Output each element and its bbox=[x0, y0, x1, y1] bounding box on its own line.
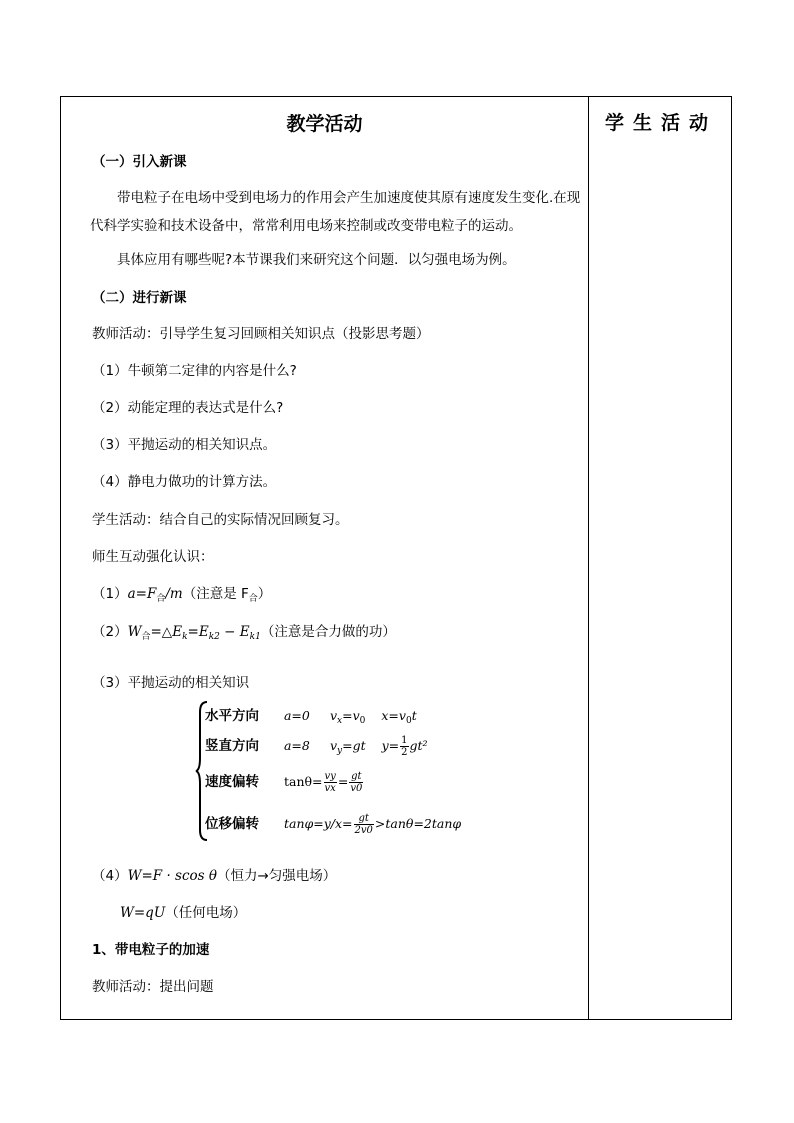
answer-1-note-sub: 合 bbox=[248, 594, 258, 604]
row-horizontal-x: x=v bbox=[381, 708, 406, 723]
answer-2-note: （注意是合力做的功） bbox=[260, 624, 396, 640]
row-vertical-v-sub: y bbox=[337, 746, 343, 756]
answer-4 bbox=[92, 864, 336, 884]
answer-2-k2: k2 bbox=[208, 632, 220, 642]
row-horizontal-v0: 0 bbox=[359, 716, 366, 726]
answer-1 bbox=[92, 582, 271, 604]
question-1: （1）牛顿第二定律的内容是什么? bbox=[92, 363, 297, 379]
answer-2 bbox=[92, 620, 396, 642]
intro-section-title: （一）引入新课 bbox=[92, 154, 187, 170]
answer-2-prefix: （2） bbox=[92, 624, 128, 640]
answer-2-sub: 合 bbox=[141, 632, 151, 642]
teacher-activity: 教师活动：引导学生复习回顾相关知识点（投影思考题） bbox=[92, 326, 430, 342]
row-vertical-y: y= bbox=[381, 738, 400, 753]
row-velocity-f2-den: v0 bbox=[350, 783, 363, 794]
row-velocity-label: 速度偏转 bbox=[205, 774, 259, 790]
row-displacement-fraction bbox=[354, 813, 374, 836]
row-vertical-frac-den: 2 bbox=[401, 747, 408, 758]
answer-2-k: k bbox=[182, 632, 188, 642]
answer-1-note: （注意是 F bbox=[182, 586, 249, 602]
question-3: （3）平抛运动的相关知识点。 bbox=[92, 437, 277, 453]
row-velocity-tan: tanθ= bbox=[283, 774, 323, 789]
row-displacement-f-den: 2v0 bbox=[354, 825, 373, 836]
answer-1-sub: 合 bbox=[156, 594, 166, 604]
acceleration-section-title: 1、带电粒子的加速 bbox=[92, 942, 210, 958]
row-horizontal-label: 水平方向 bbox=[205, 708, 259, 724]
answer-4b-formula: W=qU bbox=[120, 905, 166, 921]
row-velocity-f1-den: vx bbox=[324, 783, 336, 794]
answer-1-prefix: （1） bbox=[92, 586, 128, 602]
answer-4b-note: （任何电场） bbox=[165, 905, 247, 921]
new-section-title: （二）进行新课 bbox=[92, 290, 187, 306]
row-horizontal-x0: 0 bbox=[405, 716, 412, 726]
answer-1-mid: /m bbox=[165, 586, 183, 602]
row-displacement-tan: tanφ=y/x= bbox=[283, 816, 353, 831]
row-displacement-label: 位移偏转 bbox=[205, 816, 259, 832]
teacher-question: 教师活动：提出问题 bbox=[92, 979, 214, 995]
row-vertical-frac-num: 1 bbox=[401, 735, 408, 746]
row-horizontal-a: a=0 bbox=[283, 708, 310, 723]
row-displacement-rest: >tanθ=2tanφ bbox=[374, 816, 462, 831]
answer-4-note: （恒力→匀强电场） bbox=[217, 868, 337, 884]
row-vertical-y-rest: gt² bbox=[409, 738, 428, 753]
row-vertical-a: a=8 bbox=[283, 738, 310, 753]
row-vertical-v-rest: =gt bbox=[342, 738, 366, 753]
row-vertical-label: 竖直方向 bbox=[205, 738, 259, 754]
student-activity: 学生活动：结合自己的实际情况回顾复习。 bbox=[92, 512, 349, 528]
answer-2-k1: k1 bbox=[249, 632, 261, 642]
row-velocity-f2-num: gt bbox=[351, 771, 362, 782]
side-column-title: 学生活动 bbox=[604, 112, 717, 134]
answer-4-formula: W=F · scos θ bbox=[127, 868, 217, 884]
interaction-heading: 师生互动强化认识： bbox=[92, 549, 214, 565]
question-4: （4）静电力做功的计算方法。 bbox=[92, 474, 277, 490]
answer-2-minus: − E bbox=[219, 624, 250, 640]
row-horizontal-v-rest: =v bbox=[342, 708, 360, 723]
answer-4b bbox=[120, 901, 246, 921]
answer-1-note-end: ） bbox=[257, 586, 272, 602]
row-horizontal-x-rest: t bbox=[411, 708, 417, 723]
main-column-title: 教学活动 bbox=[286, 113, 363, 135]
column-divider bbox=[588, 97, 589, 1019]
answer-2-eq: =E bbox=[187, 624, 209, 640]
row-vertical-fraction bbox=[400, 735, 408, 758]
answer-2-formula: W bbox=[127, 624, 142, 640]
row-velocity-f1-num: vy bbox=[324, 771, 336, 782]
answer-1-formula: a=F bbox=[127, 586, 157, 602]
projectile-row-velocity bbox=[205, 770, 364, 794]
answer-2-rest: =△E bbox=[150, 624, 183, 640]
intro-paragraph-2-text: 具体应用有哪些呢?本节课我们来研究这个问题．以匀强电场为例。 bbox=[117, 252, 516, 268]
projectile-row-displacement bbox=[205, 812, 462, 836]
projectile-row-vertical bbox=[205, 734, 428, 758]
intro-paragraph-1-text: 带电粒子在电场中受到电场力的作用会产生加速度使其原有速度发生变化.在现代科学实验和技术设备中，常常利用电场来控制或改变带电粒子的运动。 bbox=[90, 190, 581, 234]
row-velocity-eq: = bbox=[337, 774, 349, 789]
row-velocity-fraction-1 bbox=[324, 771, 337, 794]
answer-3: （3）平抛运动的相关知识 bbox=[92, 675, 250, 691]
question-2: （2）动能定理的表达式是什么? bbox=[92, 400, 284, 416]
row-velocity-fraction-2 bbox=[349, 771, 363, 794]
projectile-formula-block bbox=[195, 700, 495, 845]
intro-paragraph-2 bbox=[90, 248, 516, 268]
row-displacement-f-num: gt bbox=[354, 813, 374, 825]
row-horizontal-v-sub: x bbox=[337, 716, 343, 726]
answer-4-prefix: （4） bbox=[92, 868, 128, 884]
row-vertical-v: v bbox=[329, 738, 338, 753]
projectile-row-horizontal bbox=[205, 704, 417, 724]
row-horizontal-v: v bbox=[329, 708, 338, 723]
